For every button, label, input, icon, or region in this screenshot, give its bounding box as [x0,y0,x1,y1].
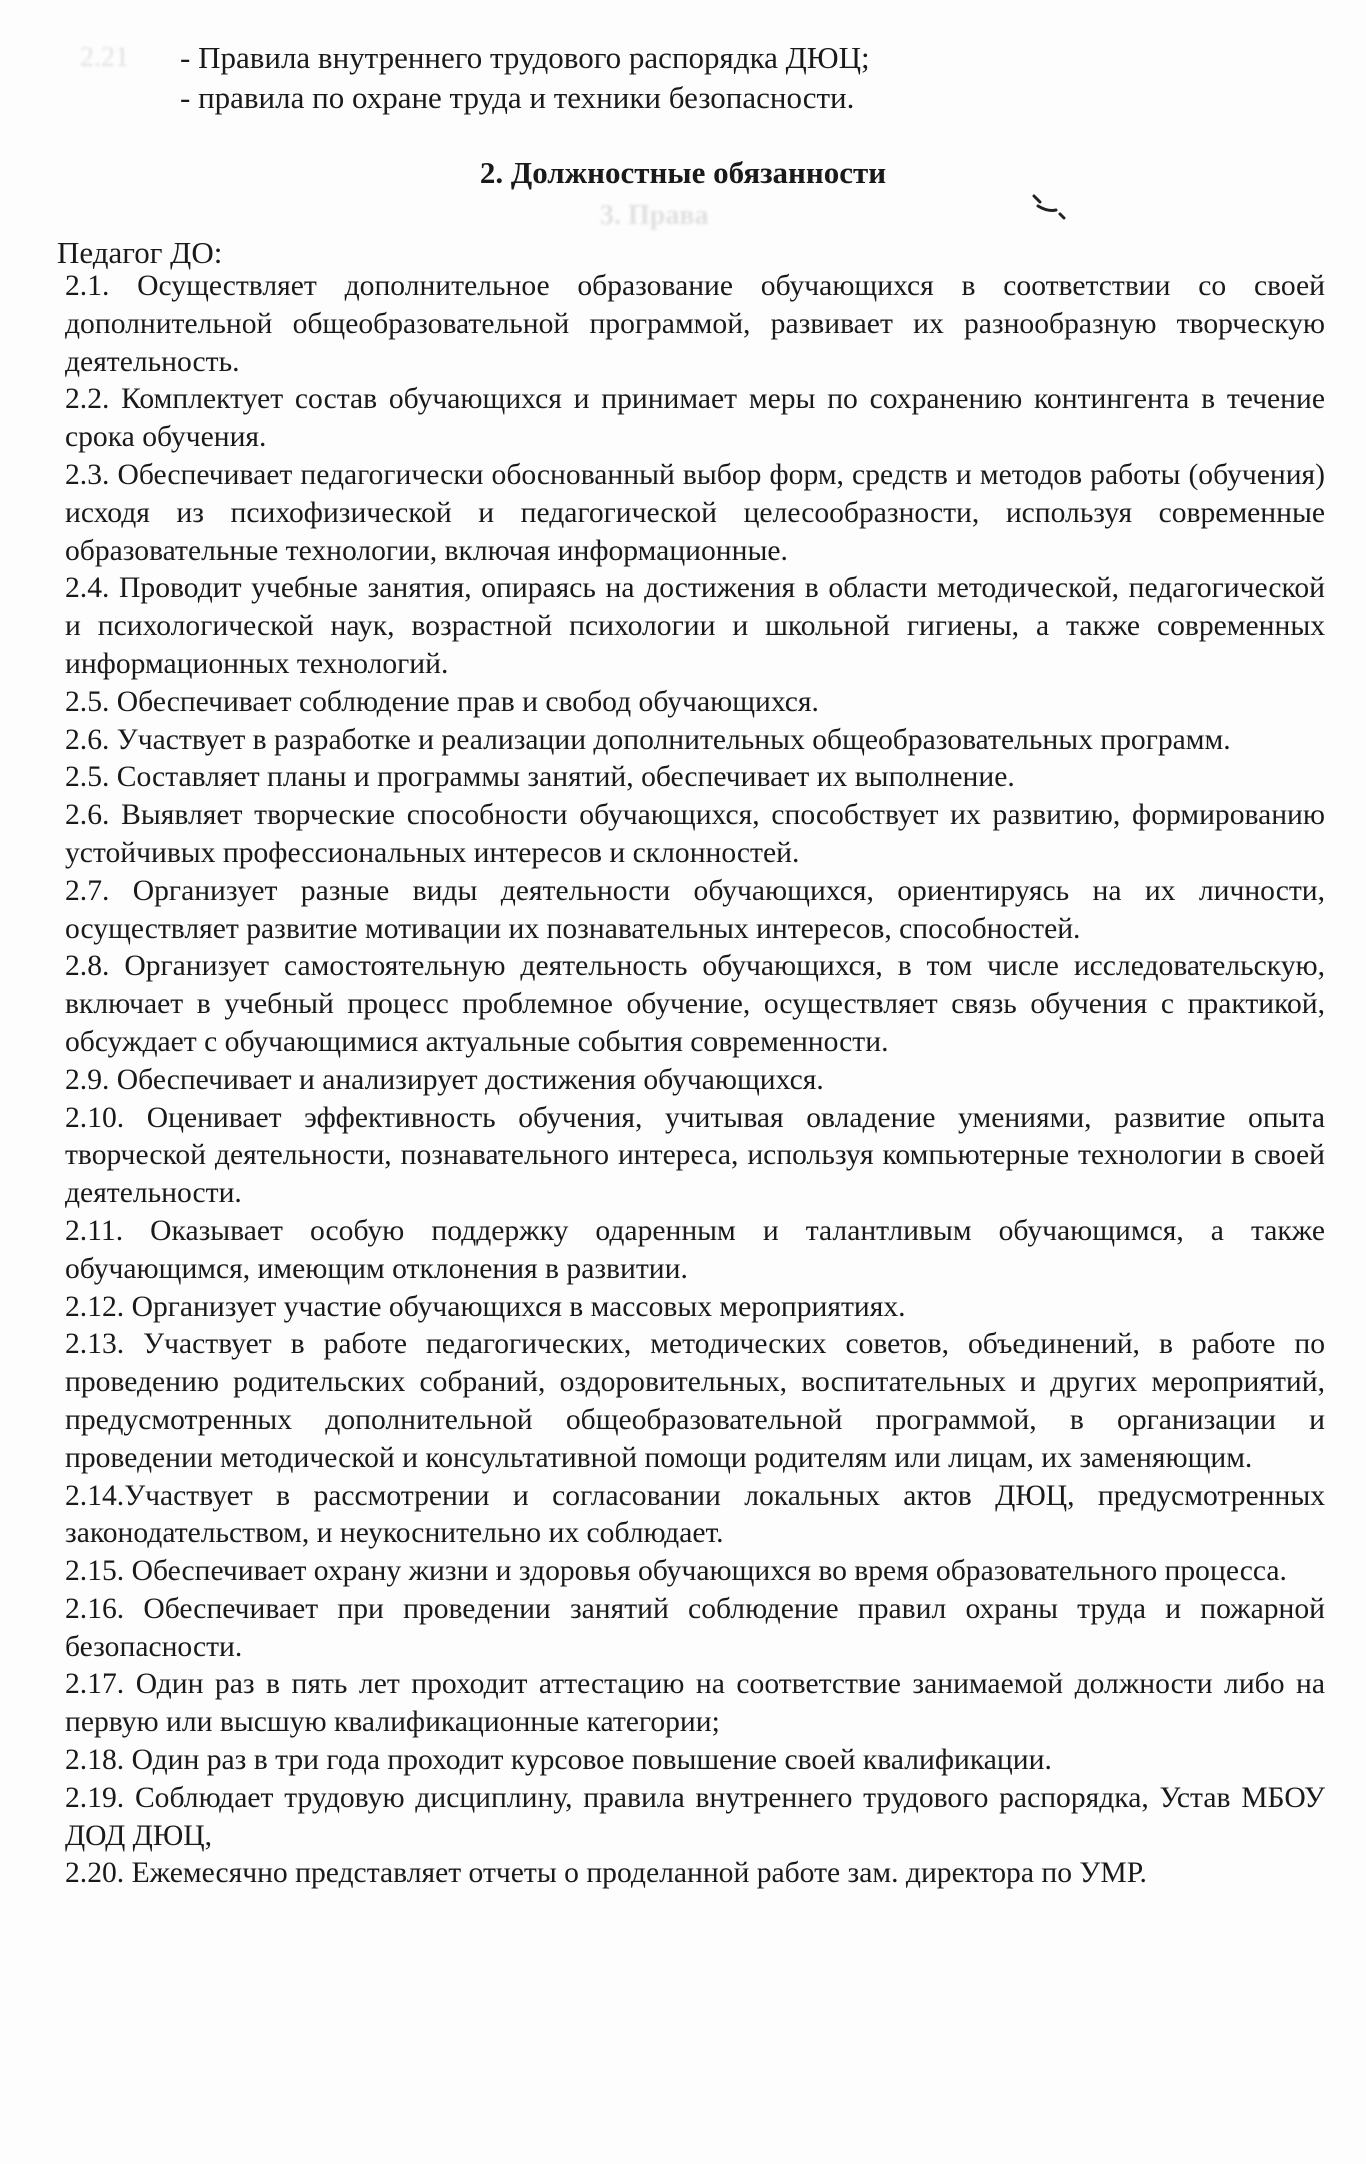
duties-list [65,268,1325,1893]
duty-item: 2.19. Соблюдает трудовую дисциплину, правила внутреннего трудового распорядка, Устав МБОУ ДОД ДЮЦ, [65,1781,1325,1852]
duty-item: 2.1. Осуществляет дополнительное образование обучающихся в соответствии со своей дополнительной общеобразовательной программой, развивает их разнообразную творческую деятельность. [65,270,1325,378]
duty-item: 2.5. Составляет планы и программы занятий, обеспечивает их выполнение. [65,761,1015,794]
duty-item: 2.4. Проводит учебные занятия, опираясь на достижения в области методической, педагогической и психологической наук, возрастной психологии и школьной гигиены, а также современных информационных технологий. [65,572,1325,680]
intro-item: - Правила внутреннего трудового распорядка ДЮЦ; [180,40,870,75]
section-heading: 2. Должностные обязанности [479,155,887,190]
duty-item: 2.3. Обеспечивает педагогически обоснованный выбор форм, средств и методов работы (обучения) исходя из психофизической и педагогической целесообразности, используя современные образовательные технологии, включая информационные. [65,458,1325,567]
duty-item: 2.10. Оценивает эффективность обучения, учитывая овладение умениями, развитие опыта творческой деятельности, познавательного интереса, используя компьютерные технологии в своей деятельности. [65,1101,1325,1210]
intro-list [180,38,870,118]
duty-item: 2.20. Ежемесячно представляет отчеты о проделанной работе зам. директора по УМР. [65,1857,1147,1890]
reverse-side-bleed: 2.21 [80,42,129,73]
duty-item: 2.11. Оказывает особую поддержку одаренным и талантливым обучающимся, а также обучающимся, имеющим отклонения в развитии. [65,1214,1325,1285]
duty-item: 2.6. Участвует в разработке и реализации дополнительных общеобразовательных программ. [65,723,1231,756]
duty-item: 2.16. Обеспечивает при проведении занятий соблюдение правил охраны труда и пожарной безопасности. [65,1592,1325,1663]
pen-mark-icon [1030,192,1070,222]
duty-item: 2.7. Организует разные виды деятельности обучающихся, ориентируясь на их личности, осуществляет развитие мотивации их познавательных интересов, способностей. [65,874,1325,945]
duty-item: 2.18. Один раз в три года проходит курсовое повышение своей квалификации. [65,1744,1052,1777]
duty-item: 2.15. Обеспечивает охрану жизни и здоровья обучающихся во время образовательного процесса. [65,1555,1287,1588]
duty-item: 2.12. Организует участие обучающихся в массовых мероприятиях. [65,1290,906,1323]
duty-item: 2.13. Участвует в работе педагогических, методических советов, объединений, в работе по проведению родительских собраний, оздоровительных, воспитательных и других мероприятий, предусмотренных дополнительной общеобразовательной программой, в организации и проведении методической и консультативной помощи родителям или лицам, их заменяющим. [65,1328,1325,1474]
role-label: Педагог ДО: [57,235,223,270]
duty-item: 2.5. Обеспечивает соблюдение прав и свобод обучающихся. [65,685,819,718]
duty-item: 2.9. Обеспечивает и анализирует достижения обучающихся. [65,1063,824,1096]
duty-item: 2.14.Участвует в рассмотрении и согласовании локальных актов ДЮЦ, предусмотренных законодательством, и неукоснительно их соблюдает. [65,1479,1325,1550]
duty-item: 2.8. Организует самостоятельную деятельность обучающихся, в том числе исследовательскую, включает в учебный процесс проблемное обучение, осуществляет связь обучения с практикой, обсуждает с обучающимися актуальные события современности. [65,950,1325,1058]
duty-item: 2.6. Выявляет творческие способности обучающихся, способствует их развитию, формированию устойчивых профессиональных интересов и склонностей. [65,799,1325,869]
duty-item: 2.2. Комплектует состав обучающихся и принимает меры по сохранению контингента в течение срока обучения. [65,383,1325,454]
intro-item: - правила по охране труда и техники безопасности. [180,80,855,115]
reverse-side-bleed: 3. Права [600,200,709,231]
duty-item: 2.17. Один раз в пять лет проходит аттестацию на соответствие занимаемой должности либо на первую или высшую квалификационные категории; [65,1668,1325,1739]
